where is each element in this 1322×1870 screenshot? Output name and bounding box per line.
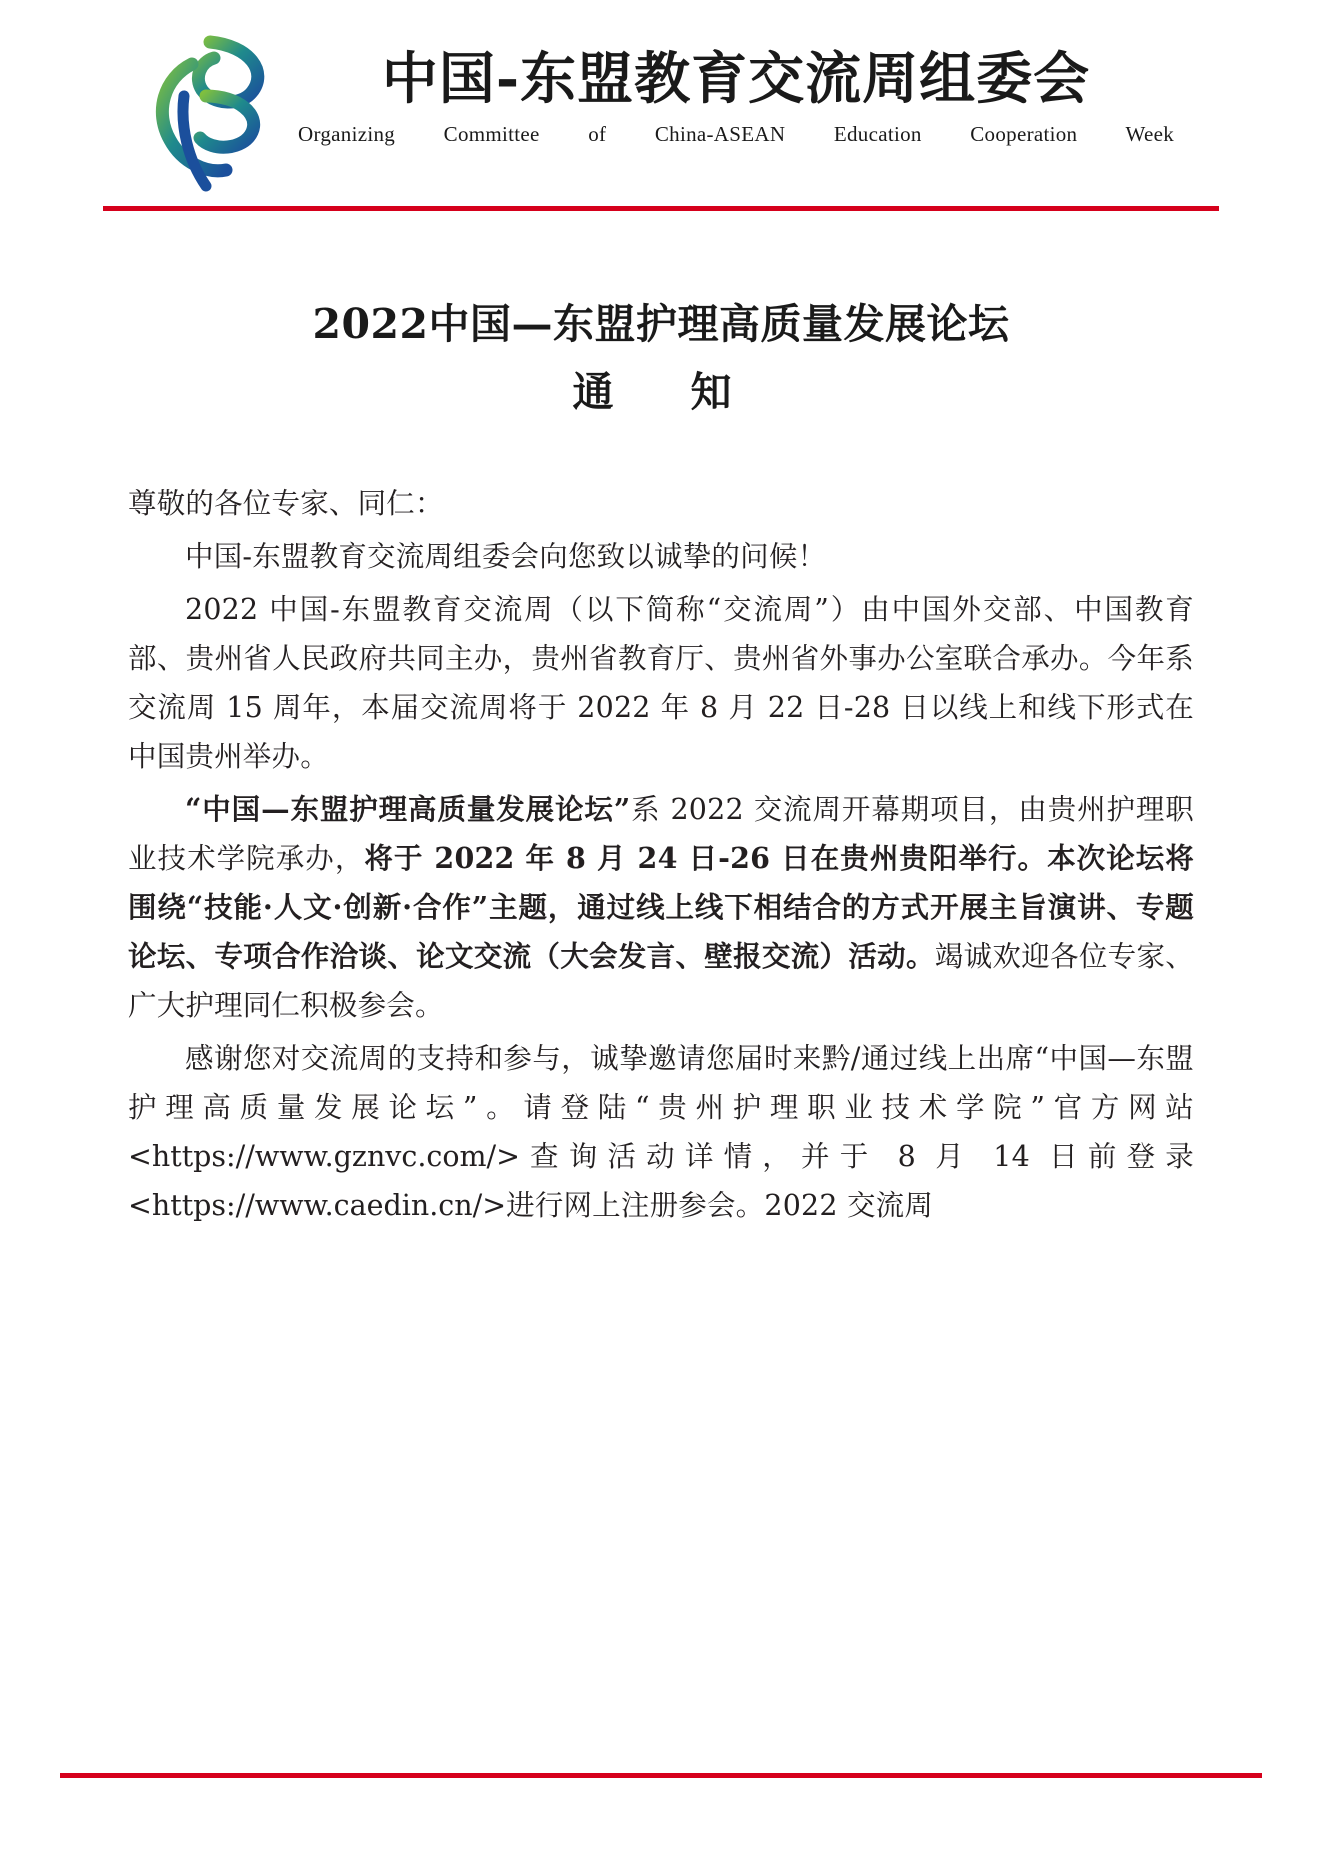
paragraph-greeting: 中国-东盟教育交流周组委会向您致以诚挚的问候！ (185, 540, 827, 574)
forum-schedule-emphasis: 将于 2022 年 8 月 24 日-26 日在贵州贵阳举行。本次论坛将围绕“技能·人文·创新·合作”主题，通过线上线下相结合的方式开展主旨演讲、专题论坛、专项合作洽谈、论文交流（大会发言、壁报交流）活动。 (128, 841, 1194, 974)
footer-rule (60, 1773, 1262, 1778)
letterhead (128, 0, 1194, 212)
title-line-1: 2022中国—东盟护理高质量发展论坛 (312, 300, 1010, 348)
website-link-caedin[interactable]: <https://www.caedin.cn/> (128, 1189, 507, 1223)
website-link-gznvc[interactable]: <https://www.gznvc.com/> (128, 1140, 521, 1174)
page-title (128, 294, 1194, 423)
forum-welcome-text: 竭诚欢迎各位专家、广大护理同仁积极参会。 (128, 940, 1194, 1023)
organization-name-cn: 中国-东盟教育交流周组委会 (381, 46, 1091, 112)
registration-text-1: 感谢您对交流周的支持和参与，诚挚邀请您届时来黔/通过线上出席“中国—东盟护理高质量发展论坛”。请登陆“贵州护理职业技术学院”官方网站 (128, 1042, 1194, 1125)
forum-name-emphasis: “中国—东盟护理高质量发展论坛” (185, 792, 631, 827)
letterhead-text (290, 44, 1194, 147)
document-body (128, 479, 1194, 1230)
paragraph-registration (128, 1034, 1194, 1230)
organization-name-en: Organizing Committee of China-ASEAN Education Cooperation Week (298, 122, 1174, 146)
registration-text-3: 进行网上注册参会。2022 交流周 (506, 1189, 934, 1223)
paragraph-forum-details (128, 785, 1194, 1030)
forum-host-text: 系 2022 交流周开幕期项目，由贵州护理职业技术学院承办， (128, 793, 1194, 876)
registration-text-2: 查询活动详情，并于 8 月 14 日前登录 (520, 1140, 1194, 1174)
asean-leaf-logo-icon (140, 34, 290, 194)
title-line-2: 通 知 (572, 367, 750, 416)
paragraph-background: 2022 中国-东盟教育交流周（以下简称“交流周”）由中国外交部、中国教育部、贵州省人民政府共同主办，贵州省教育厅、贵州省外事办公室联合承办。今年系交流周 15 周年，本届交流周将于 2022 年 8 月 22 日-28 日以线上和线下形式在中国贵州举办。 (128, 593, 1194, 774)
salutation: 尊敬的各位专家、同仁： (128, 487, 444, 520)
header-rule (103, 206, 1219, 211)
